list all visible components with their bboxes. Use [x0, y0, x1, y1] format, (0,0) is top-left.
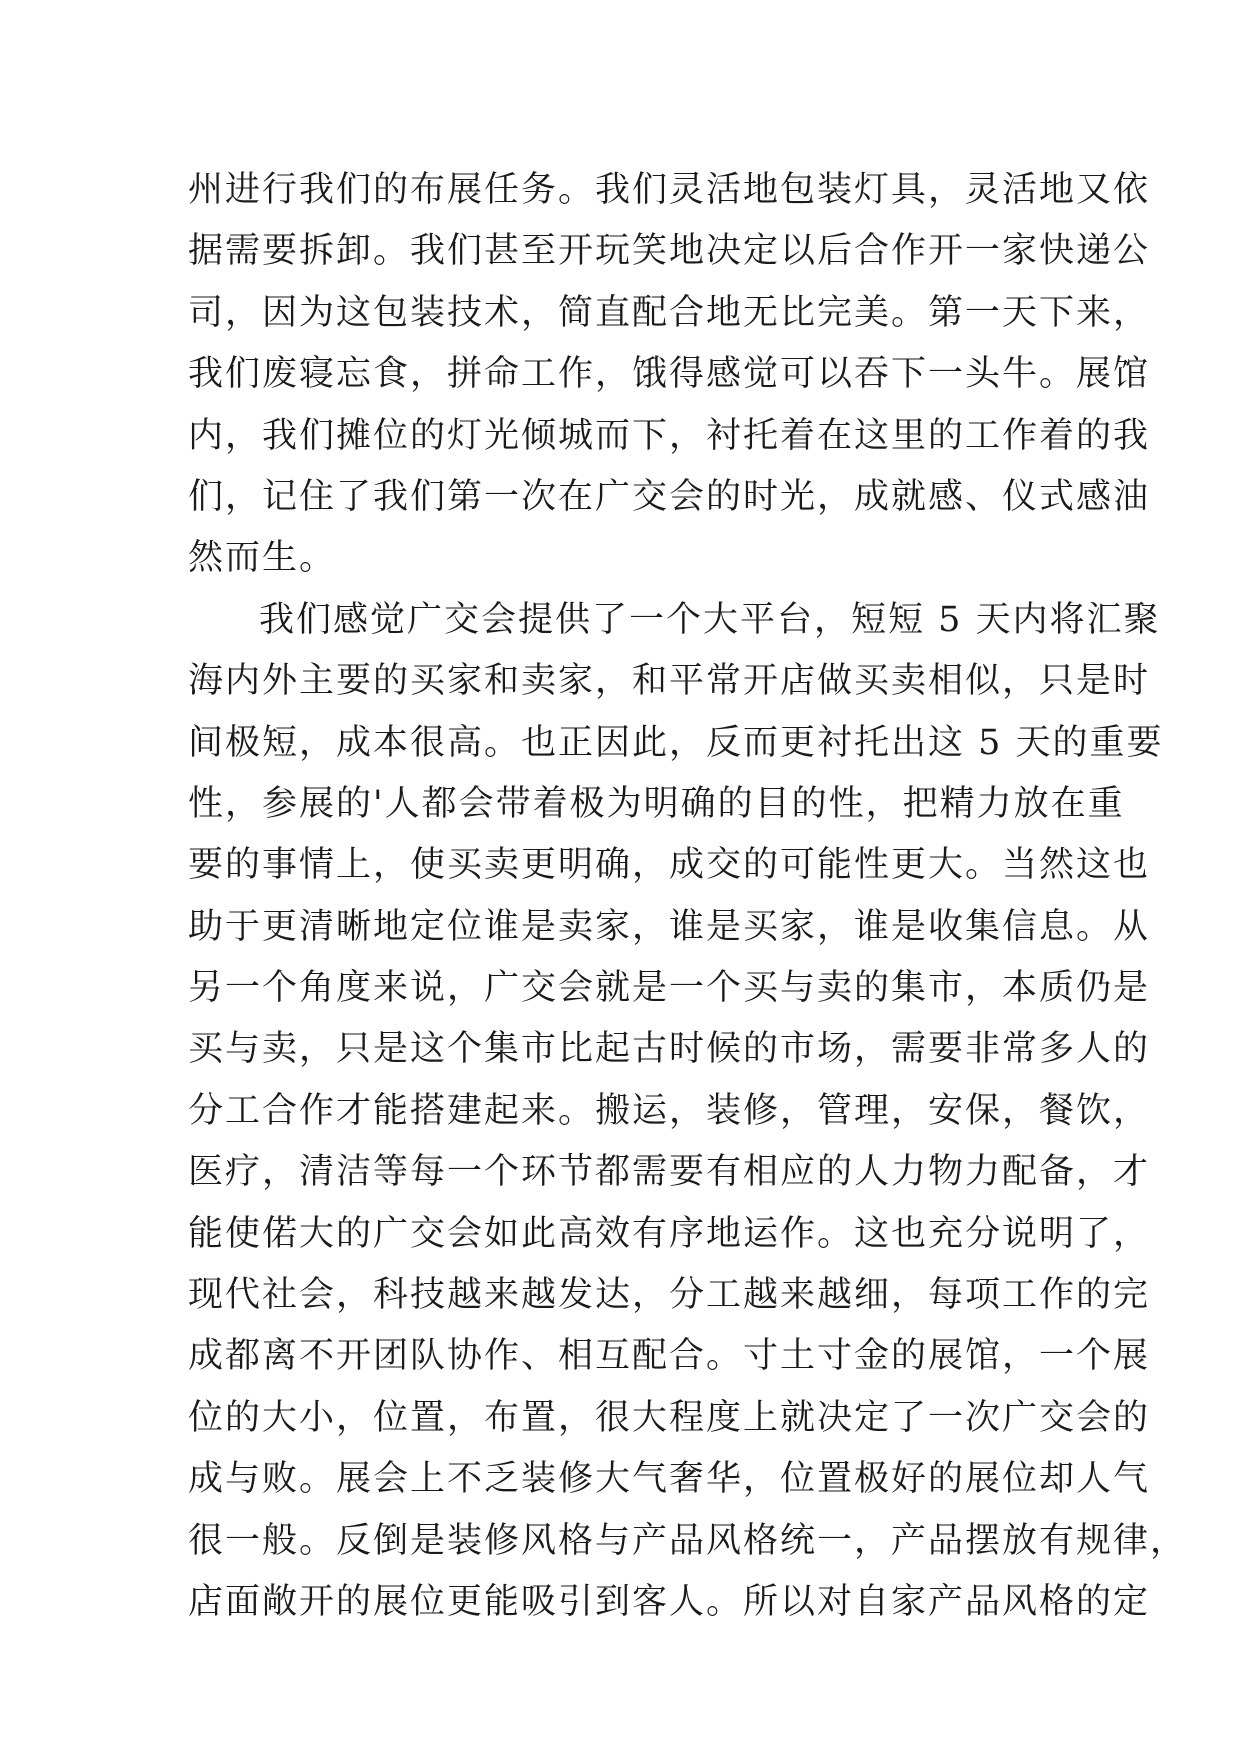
text-line: 能使偌大的广交会如此高效有序地运作。这也充分说明了， [188, 1213, 1151, 1254]
text-line: 性，参展的'人都会带着极为明确的目的性，把精力放在重 [188, 783, 1125, 824]
text-line: 海内外主要的买家和卖家，和平常开店做买卖相似，只是时 [188, 661, 1151, 702]
text-line: 我们废寝忘食，拼命工作，饿得感觉可以吞下一头牛。展馆 [188, 354, 1151, 395]
body-text [188, 160, 1188, 1633]
text-line: 司，因为这包装技术，简直配合地无比完美。第一天下来， [188, 292, 1151, 333]
text-line: 买与卖，只是这个集市比起古时候的市场，需要非常多人的 [188, 1029, 1151, 1070]
text-line: 医疗，清洁等每一个环节都需要有相应的人力物力配备，才 [188, 1152, 1151, 1193]
text-line: 店面敞开的展位更能吸引到客人。所以对自家产品风格的定 [188, 1581, 1151, 1622]
text-line: 然而生。 [188, 538, 337, 579]
text-line: 州进行我们的布展任务。我们灵活地包装灯具，灵活地又依 [188, 170, 1151, 210]
text-line: 另一个角度来说，广交会就是一个买与卖的集市，本质仍是 [188, 968, 1151, 1009]
text-line: 据需要拆卸。我们甚至开玩笑地决定以后合作开一家快递公 [188, 231, 1151, 272]
text-line: 位的大小，位置，布置，很大程度上就决定了一次广交会的 [188, 1397, 1151, 1438]
text-line: 分工合作才能搭建起来。搬运，装修，管理，安保，餐饮， [188, 1090, 1151, 1131]
paragraph-2 [188, 590, 1188, 1634]
text-line: 间极短，成本很高。也正因此，反而更衬托出这 5 天的重要 [188, 722, 1164, 763]
paragraph-1 [188, 160, 1151, 590]
text-line: 要的事情上，使买卖更明确，成交的可能性更大。当然这也 [188, 845, 1151, 886]
text-line: 内，我们摊位的灯光倾城而下，衬托着在这里的工作着的我 [188, 415, 1151, 456]
text-line: 成都离不开团队协作、相互配合。寸土寸金的展馆，一个展 [188, 1336, 1151, 1377]
text-line: 成与败。展会上不乏装修大气奢华，位置极好的展位却人气 [188, 1459, 1151, 1500]
text-line: 助于更清晰地定位谁是卖家，谁是买家，谁是收集信息。从 [188, 906, 1151, 947]
text-line: 现代社会，科技越来越发达，分工越来越细，每项工作的完 [188, 1275, 1151, 1316]
text-line: 很一般。反倒是装修风格与产品风格统一，产品摆放有规律， [188, 1520, 1188, 1561]
text-line: 们，记住了我们第一次在广交会的时光，成就感、仪式感油 [188, 476, 1151, 517]
text-line: 我们感觉广交会提供了一个大平台，短短 5 天内将汇聚 [259, 599, 1161, 640]
